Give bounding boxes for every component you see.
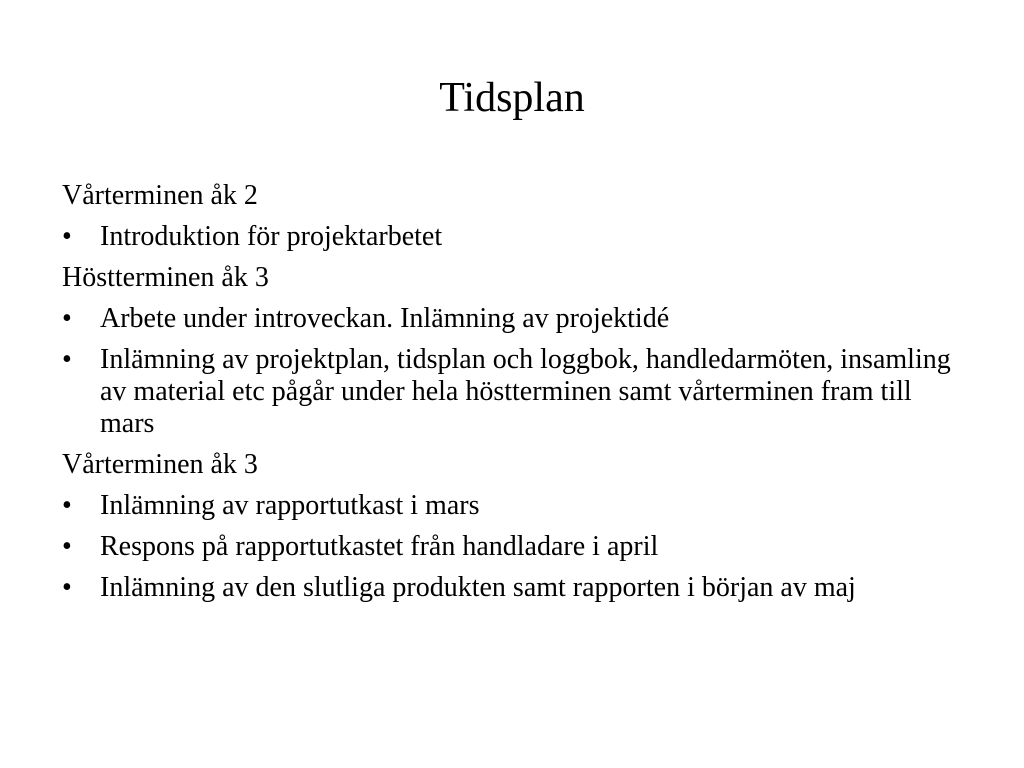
bullet-icon: • [62, 221, 72, 252]
section-heading: Vårterminen åk 2 [62, 180, 258, 211]
bullet-text: Inlämning av projektplan, tidsplan och loggbok, handledarmöten, insamling av material etc pågår under hela höstterminen samt vårterminen fram till mars [100, 344, 951, 439]
slide-body [62, 180, 972, 613]
section-heading: Vårterminen åk 3 [62, 449, 258, 480]
bullet-text: Inlämning av den slutliga produkten samt rapporten i början av maj [100, 572, 856, 603]
bullet-text: Respons på rapportutkastet från handladare i april [100, 531, 659, 562]
bullet-item [62, 531, 972, 563]
section-heading: Höstterminen åk 3 [62, 262, 269, 293]
bullet-icon: • [62, 531, 72, 562]
bullet-text: Arbete under introveckan. Inlämning av projektidé [100, 303, 670, 334]
bullet-item [62, 344, 972, 440]
bullet-item [62, 303, 972, 335]
bullet-icon: • [62, 344, 72, 375]
bullet-item [62, 572, 972, 604]
bullet-text: Introduktion för projektarbetet [100, 221, 443, 252]
bullet-icon: • [62, 303, 72, 334]
bullet-text: Inlämning av rapportutkast i mars [100, 490, 480, 521]
slide-title: Tidsplan [439, 75, 585, 121]
bullet-item [62, 221, 972, 253]
bullet-icon: • [62, 572, 72, 603]
bullet-item [62, 490, 972, 522]
bullet-icon: • [62, 490, 72, 521]
